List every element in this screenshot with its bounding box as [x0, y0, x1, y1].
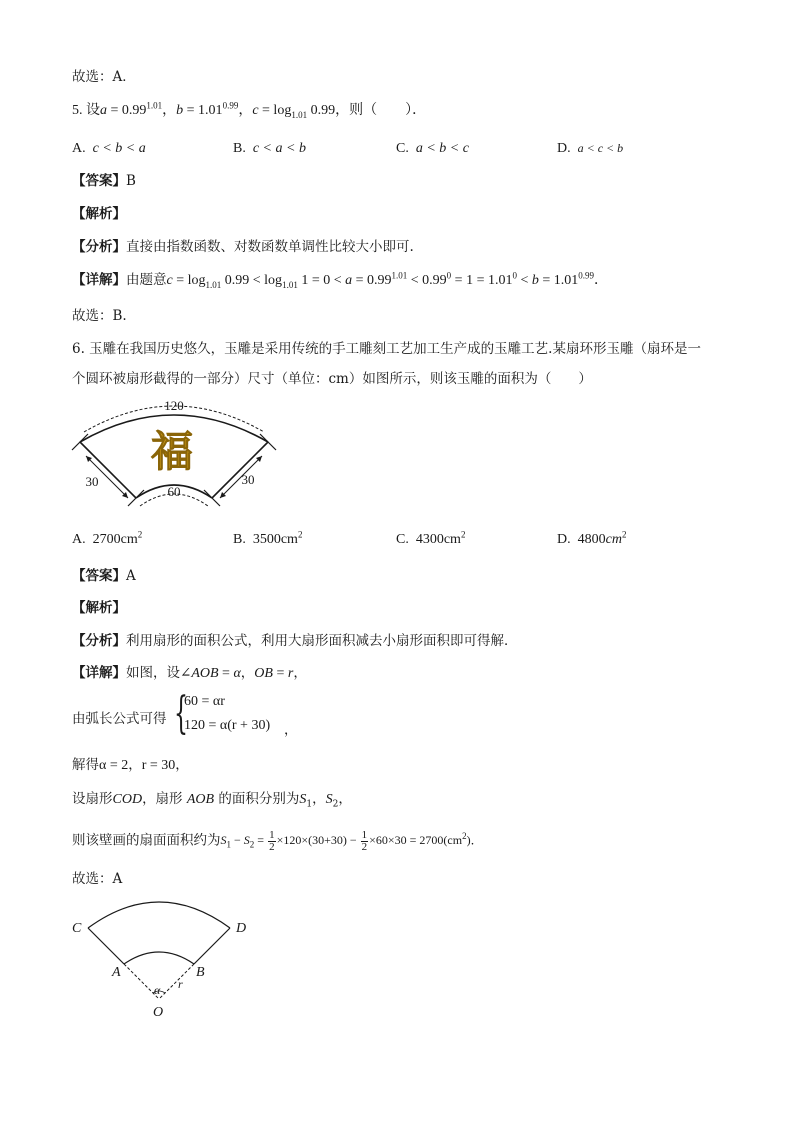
inner-arc-label: 60: [167, 484, 181, 499]
q5-option-a: A. c < b < a: [72, 141, 146, 156]
q5-conclusion: 故选：B.: [72, 308, 127, 324]
q6-setup: 设扇形COD，扇形 AOB 的面积分别为$S_1$，$S_2$，: [72, 791, 352, 810]
q5-option-b: B. c < a < b: [233, 141, 306, 156]
q5-analysis: 【分析】直接由指数函数、对数函数单调性比较大小即可.: [72, 239, 414, 255]
fu-character-image: 福: [150, 427, 194, 476]
q6-option-b: B. $3500cm^2$: [233, 529, 303, 547]
q6-option-a: A. $2700cm^2$: [72, 529, 143, 547]
left-side-label: 30: [85, 474, 99, 489]
label-o: O: [153, 1005, 164, 1020]
label-c: C: [72, 921, 82, 936]
q5-answer: 【答案】B: [72, 173, 136, 189]
q5-option-d: D. a < c < b: [557, 141, 624, 156]
segment-db: [194, 928, 230, 964]
right-side-label: 30: [241, 472, 255, 487]
prev-conclusion: 故选：A．: [72, 69, 136, 85]
jade-sector-figure: [66, 398, 282, 510]
right-edge: [212, 442, 268, 498]
left-brace: {: [174, 688, 188, 739]
q6-question-line1: 6. 玉雕在我国历史悠久，玉雕是采用传统的手工雕刻工艺加工生产成的玉雕工艺.某扇环形玉雕（扇环是一: [72, 341, 701, 357]
arc-ab: [124, 952, 194, 964]
left-edge: [80, 442, 136, 498]
outer-arc-label: 120: [164, 398, 184, 413]
q6-answer: 【答案】A: [72, 568, 136, 584]
q5-analysis-heading: 【解析】: [72, 206, 126, 222]
q6-analysis-heading: 【解析】: [72, 600, 126, 616]
q6-question-line2: 个圆环被扇形截得的一部分）尺寸（单位：cm）如图所示，则该玉雕的面积为（ ）: [72, 371, 592, 387]
label-alpha: α: [154, 983, 161, 997]
label-a: A: [112, 965, 121, 980]
q6-conclusion: 故选：A: [72, 871, 123, 887]
arc-cd: [88, 902, 230, 928]
label-d: D: [236, 921, 247, 936]
q6-result: 则该壁画的扇面面积约为$S_1 - S_2$ = $\frac{1}{2}$ ×120×(30+30) − $\frac{1}{2}$ $\times 60\times 30 = 2700(cm^2)$．: [72, 829, 483, 853]
q5-option-c: C. a < b < c: [396, 141, 469, 156]
q5-detail: 【详解】由题意$c = \log_{1.01} 0.99 < \log_{1.01} 1 = 0 < a = 0.99^{1.01} < 0.99^0 = 1 = 1.01^0 < b = 1.01^{0.99}$．: [72, 270, 609, 290]
q6-analysis: 【分析】利用扇形的面积公式，利用大扇形面积减去小扇形面积即可得解．: [72, 633, 518, 649]
segment-bo: [159, 964, 194, 999]
segment-ca: [88, 928, 124, 964]
label-b: B: [196, 965, 205, 980]
q6-option-c: C. $4300cm^2$: [396, 529, 466, 547]
q6-solution: 解得α = 2，r = 30，: [72, 757, 189, 773]
sector-diagram: [68, 894, 258, 1022]
q5-question: 5. 设$a = 0.99^{1.01}$，$b = 1.01^{0.99}$，$c = \log_{1.01} 0.99$，则（ ）．: [72, 100, 427, 120]
label-r: r: [178, 977, 183, 991]
q6-option-d: D. $4800cm^2$: [557, 529, 627, 547]
q6-detail: 【详解】如图，设∠AOB = α，OB = r，: [72, 665, 307, 681]
